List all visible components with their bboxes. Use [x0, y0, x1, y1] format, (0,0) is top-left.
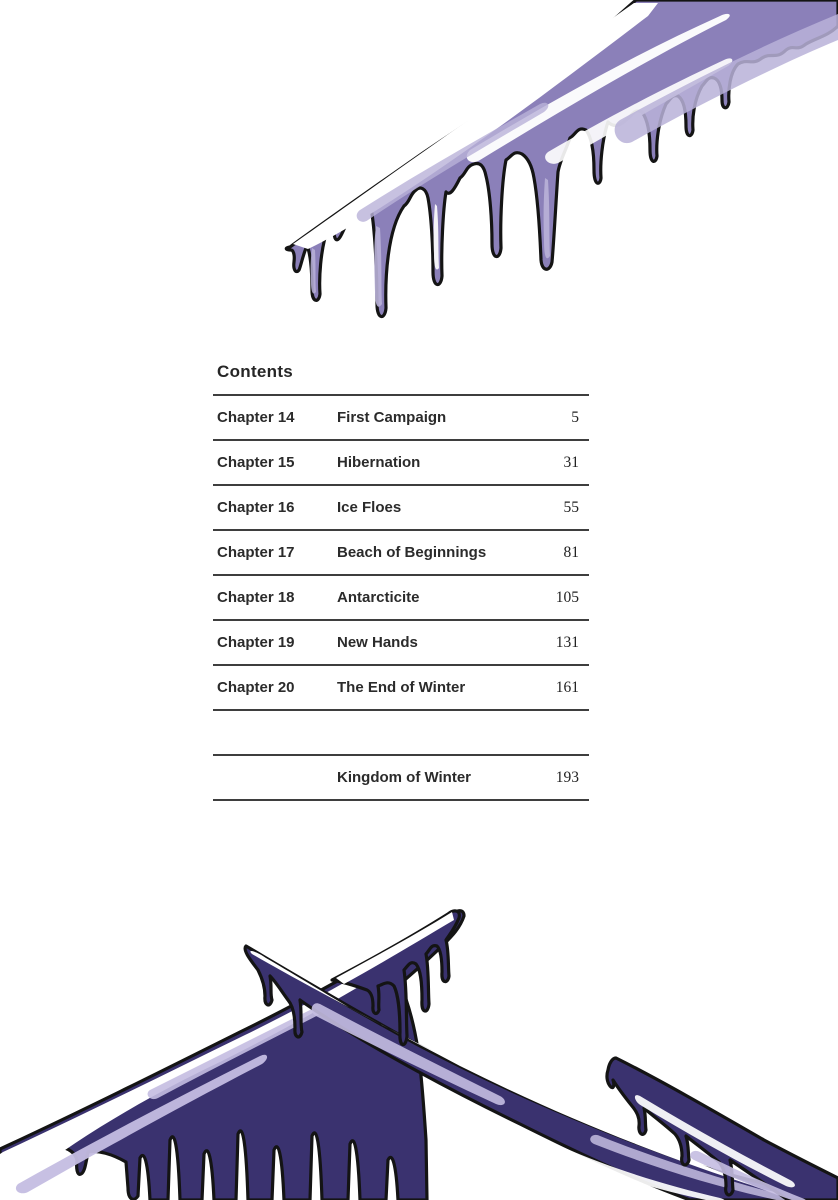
icicle-highlight	[311, 248, 316, 294]
crossing-beam-shade	[590, 1135, 790, 1200]
chapter-label: Chapter 15	[217, 454, 295, 471]
right-spike-streak	[690, 1151, 807, 1200]
right-ice-spike-body	[607, 1058, 838, 1200]
chapter-label: Chapter 19	[217, 634, 295, 651]
toc-row-spacer	[213, 711, 589, 756]
crossing-ice-beam-body	[245, 946, 838, 1200]
chapter-label: Chapter 14	[217, 409, 295, 426]
ridge-sheen-streak	[16, 1055, 267, 1194]
icicle-highlight	[434, 204, 439, 269]
ice-shade-streak	[615, 14, 838, 143]
chapter-title: Beach of Beginnings	[337, 544, 487, 561]
page-number: 31	[563, 453, 579, 471]
toc-row	[213, 486, 589, 531]
top-ice-art	[0, 0, 838, 345]
chapter-label: Chapter 16	[217, 499, 295, 516]
ice-sheen-streak	[467, 14, 730, 162]
page-number: 193	[555, 768, 579, 786]
chapter-title: First Campaign	[337, 409, 447, 426]
crossing-beam-snow-band	[250, 951, 820, 1200]
ice-sheen-streak	[545, 58, 732, 163]
toc-row	[213, 621, 589, 666]
toc-row	[213, 531, 589, 576]
ridge-spike-overlay	[332, 911, 459, 1045]
ice-shade-streak	[357, 103, 549, 222]
page-number: 105	[555, 588, 579, 606]
bottom-icicle-beams-illustration	[0, 900, 838, 1200]
toc-row-special	[213, 756, 589, 801]
page-number: 5	[571, 408, 579, 426]
top-icicle-beam-illustration	[0, 0, 838, 340]
snow-highlight-band	[293, 3, 658, 249]
chapter-title: Kingdom of Winter	[337, 769, 472, 786]
crossing-beam-shade	[312, 1003, 505, 1105]
ice-ridge-body	[0, 911, 464, 1200]
bottom-ice-art	[0, 900, 838, 1200]
ice-beam-body	[286, 0, 838, 317]
toc-table	[213, 394, 589, 801]
chapter-title: New Hands	[337, 634, 418, 651]
toc-row	[213, 666, 589, 711]
page-number: 161	[555, 678, 579, 696]
chapter-label: Chapter 18	[217, 589, 295, 606]
page-number: 131	[555, 633, 579, 651]
toc-row	[213, 576, 589, 621]
toc-row	[213, 441, 589, 486]
chapter-title: The End of Winter	[337, 679, 466, 696]
page-number: 55	[563, 498, 579, 516]
ridge-sheen-streak	[148, 999, 338, 1099]
icicle-highlight	[544, 178, 550, 258]
ridge-snow-band	[0, 920, 450, 1200]
chapter-label: Chapter 20	[217, 679, 295, 696]
right-spike-streak	[635, 1095, 795, 1187]
chapter-label: Chapter 17	[217, 544, 295, 561]
ridge-spike-snowcap	[336, 912, 454, 984]
chapter-title: Hibernation	[337, 454, 421, 471]
page-number: 81	[563, 543, 579, 561]
icicle-highlight	[374, 226, 382, 307]
toc-row	[213, 396, 589, 441]
crossing-beam-streak	[550, 1145, 725, 1200]
page-title: Contents	[217, 362, 294, 381]
table-of-contents	[213, 361, 589, 801]
chapter-title: Ice Floes	[337, 499, 402, 516]
chapter-title: Antarcticite	[337, 589, 420, 606]
